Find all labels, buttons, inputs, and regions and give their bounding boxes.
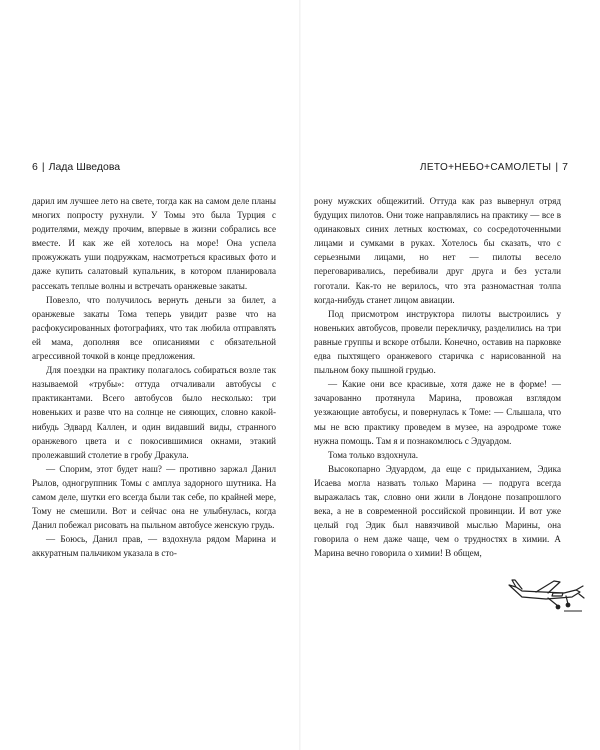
paragraph: Под присмотром инструктора пилоты выстроились у новеньких автобусов, провели перекличку, разделились на три равные группы и вскоре отбыли. Конечно, оставив на парковке едва пыхтящего оранжевого старичка с нарисованной на пыльном боку пышной грудью. <box>314 308 561 376</box>
airplane-doodle-icon <box>506 573 586 613</box>
page-gutter <box>299 0 301 750</box>
right-header-separator: | <box>555 161 559 173</box>
paragraph: — Спорим, этот будет наш? — противно заржал Данил Рылов, одногруппник Томы с амплуа задорного шутника. На самом деле, шутки его всегда были так себе, по крайней мере, Тому не смешили. Вот и сейчас она не улыбнулась, когда Данил побежал рисовать на пыльном автобусе женскую грудь. <box>32 463 276 531</box>
left-running-header <box>32 161 120 173</box>
right-page-body <box>314 194 561 560</box>
paragraph: дарил им лучшее лето на свете, тогда как на самом деле планы многих попросту рухнули. У Томы это была Турция с родителями, между прочим, впервые в жизни собрались все вместе. И как же ей хотелось на море! Она успела прожужжать уши подружкам, насмотреться красивых фото и даже купить салатовый купальник, в котором планировала рассекать теплые волны и встречать оранжевые закаты. <box>32 196 276 291</box>
paragraph: Тома только вздохнула. <box>328 449 419 460</box>
right-running-header <box>420 161 568 173</box>
left-page-body <box>32 194 276 560</box>
paragraph: Для поездки на практику полагалось собираться возле так называемой «трубы»: оттуда отчаливали автобусы с практикантами. Всего автобусов было несколько: три новеньких и разве что на солнце не сияющих, словно какой-нибудь Эдвард Каллен, и один видавший виды, странного оранжевого цвета и с покосившимися окнами, этакий пролежавший столетие в гробу Дракула. <box>32 365 276 460</box>
paragraph: Повезло, что получилось вернуть деньги за билет, а оранжевые закаты Тома теперь увидит разве что на расфокусированных фотографиях, что так любила отправлять ей мама, дополняя все описаниями с обязательной агрессивной точкой в конце предложения. <box>32 294 276 362</box>
paragraph: — Какие они все красивые, хотя даже не в форме! — зачарованно протянула Марина, провожая взглядом уезжающие автобусы, и повернулась к Томе: — Слышала, что мы не всю практику проведем в музее, на аэродроме тоже нужна помощь. Там я и познакомлюсь с Эдуардом. <box>314 379 561 446</box>
paragraph: — Боюсь, Данил прав, — вздохнула рядом Марина и аккуратным пальчиком указала в сто- <box>32 534 276 559</box>
right-page-number: 7 <box>562 161 568 173</box>
left-page-number: 6 <box>32 161 38 173</box>
author-name: Лада Шведова <box>48 161 121 173</box>
paragraph: Высокопарно Эдуардом, да еще с придыханием, Эдика Исаева могла назвать только Марина — подруга всегда выражалась так, словно они жили в Лондоне позапрошлого века, а не в современной российской провинции. И вот уже целый год Эдик был навязчивой мыслью Марины, она говорила о нем даже чаще, чем о трудностях в химии. А Марина вечно говорила о химии! В общем, <box>314 463 561 559</box>
left-header-separator: | <box>41 161 45 173</box>
series-title: ЛЕТО+НЕБО+САМОЛЕТЫ <box>419 162 552 173</box>
paragraph: рону мужских общежитий. Оттуда как раз вывернул отряд будущих пилотов. Они тоже направлялись на практику — все в одинаковых синих летных костюмах, со сосредоточенными лицами и сумками в руках. Хотелось бы сказать, что с серьезными лицами, но нет — пилоты весело переговаривались, перебивали друг друга и без устали гоготали. Как-то не верилось, что эта разномастная толпа когда-нибудь станет лицом авиации. <box>314 196 561 305</box>
